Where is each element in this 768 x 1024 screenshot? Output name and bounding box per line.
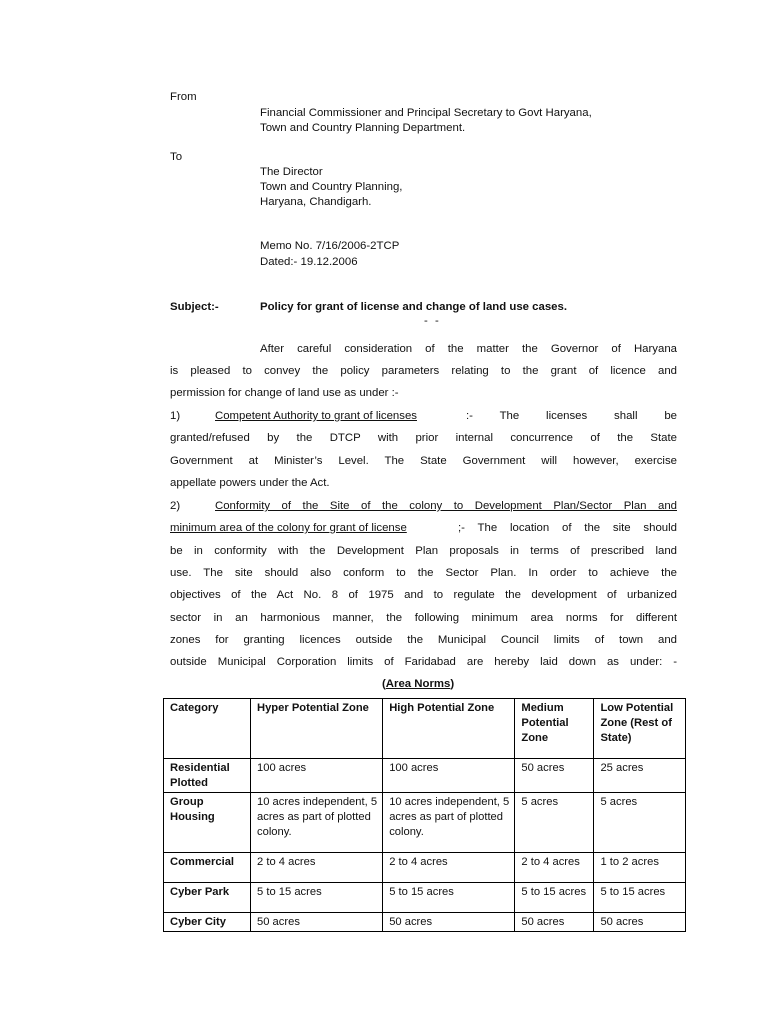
para2-heading-line-1: Conformity of the Site of the colony to Development Plan/Sector Plan and [215,500,677,512]
para2-heading-line-2: minimum area of the colony for grant of license [170,522,407,534]
table-cell: 1 to 2 acres [594,853,686,883]
intro-line-2: is pleased to convey the policy parameters relating to the grant of licence and [170,365,677,377]
para2-line-6: sector in an harmonious manner, the following minimum area norms for different [170,612,677,624]
para2-line2-rest: ;- The location of the site should [458,522,677,534]
from-line-1: Financial Commissioner and Principal Secretary to Govt Haryana, [260,107,592,119]
table-row [164,793,686,853]
row-category-cell: Cyber City [164,913,251,932]
table-cell: 5 to 15 acres [515,883,594,913]
table-cell: 5 to 15 acres [383,883,515,913]
para1-line-4: appellate powers under the Act. [170,477,330,489]
from-line-2: Town and Country Planning Department. [260,122,466,134]
table-cell: 50 acres [251,913,383,932]
table-cell: 2 to 4 acres [515,853,594,883]
subject-separator: - - [424,315,441,327]
row-category-cell: Cyber Park [164,883,251,913]
table-row [164,853,686,883]
table-cell: 2 to 4 acres [383,853,515,883]
table-cell: 5 to 15 acres [594,883,686,913]
table-cell: 50 acres [594,913,686,932]
memo-number: Memo No. 7/16/2006-2TCP [260,240,400,252]
table-caption-close: ) [450,678,455,690]
row-category-cell: Commercial [164,853,251,883]
para2-line-5: objectives of the Act No. 8 of 1975 and to regulate the development of urbanized [170,589,677,601]
para1-line-2: granted/refused by the DTCP with prior internal concurrence of the State [170,432,677,444]
subject-label: Subject:- [170,301,219,313]
table-cell: 10 acres independent, 5 acres as part of plotted colony. [251,793,383,853]
table-cell: 100 acres [251,759,383,793]
table-caption-text: Area Norms [385,678,451,690]
table-row [164,883,686,913]
para2-line-3: be in conformity with the Development Plan proposals in terms of prescribed land [170,545,677,557]
table-cell: 25 acres [594,759,686,793]
para2-number: 2) [170,500,181,512]
memo-date: Dated:- 19.12.2006 [260,256,358,268]
para1-number: 1) [170,410,181,422]
row-category-cell: Group Housing [164,793,251,853]
table-cell: 5 acres [515,793,594,853]
table-cell: 50 acres [515,913,594,932]
para2-line-8: outside Municipal Corporation limits of Faridabad are hereby laid down as under: - [170,656,677,668]
header-cell-high: High Potential Zone [383,699,515,759]
to-label: To [170,151,183,163]
table-cell: 10 acres independent, 5 acres as part of plotted colony. [383,793,515,853]
table-row [164,913,686,932]
table-caption-open: ( [382,678,386,690]
para1-line-3: Government at Minister’s Level. The State Government will however, exercise [170,455,677,467]
area-norms-table [163,698,686,932]
to-line-1: The Director [260,166,323,178]
header-cell-low: Low Potential Zone (Rest of State) [594,699,686,759]
header-cell-hyper: Hyper Potential Zone [251,699,383,759]
intro-line-1: After careful consideration of the matter the Governor of Haryana [260,343,677,355]
table-cell: 50 acres [515,759,594,793]
table-cell: 5 to 15 acres [251,883,383,913]
to-line-2: Town and Country Planning, [260,181,403,193]
para1-line1-rest: :- The licenses shall be [466,410,677,422]
row-category-cell: Residential Plotted [164,759,251,793]
table-row [164,759,686,793]
table-header-row [164,699,686,759]
header-cell-medium: Medium Potential Zone [515,699,594,759]
table-cell: 100 acres [383,759,515,793]
header-cell-category: Category [164,699,251,759]
table-cell: 5 acres [594,793,686,853]
para2-line-4: use. The site should also conform to the Sector Plan. In order to achieve the [170,567,677,579]
intro-line-3: permission for change of land use as under :- [170,387,399,399]
from-label: From [170,91,197,103]
table-cell: 50 acres [383,913,515,932]
table-cell: 2 to 4 acres [251,853,383,883]
subject-text: Policy for grant of license and change of land use cases. [260,301,568,313]
table-caption [382,678,454,690]
para2-line-7: zones for granting licences outside the Municipal Council limits of town and [170,634,677,646]
to-line-3: Haryana, Chandigarh. [260,196,372,208]
para1-heading: Competent Authority to grant of licenses [215,410,417,422]
